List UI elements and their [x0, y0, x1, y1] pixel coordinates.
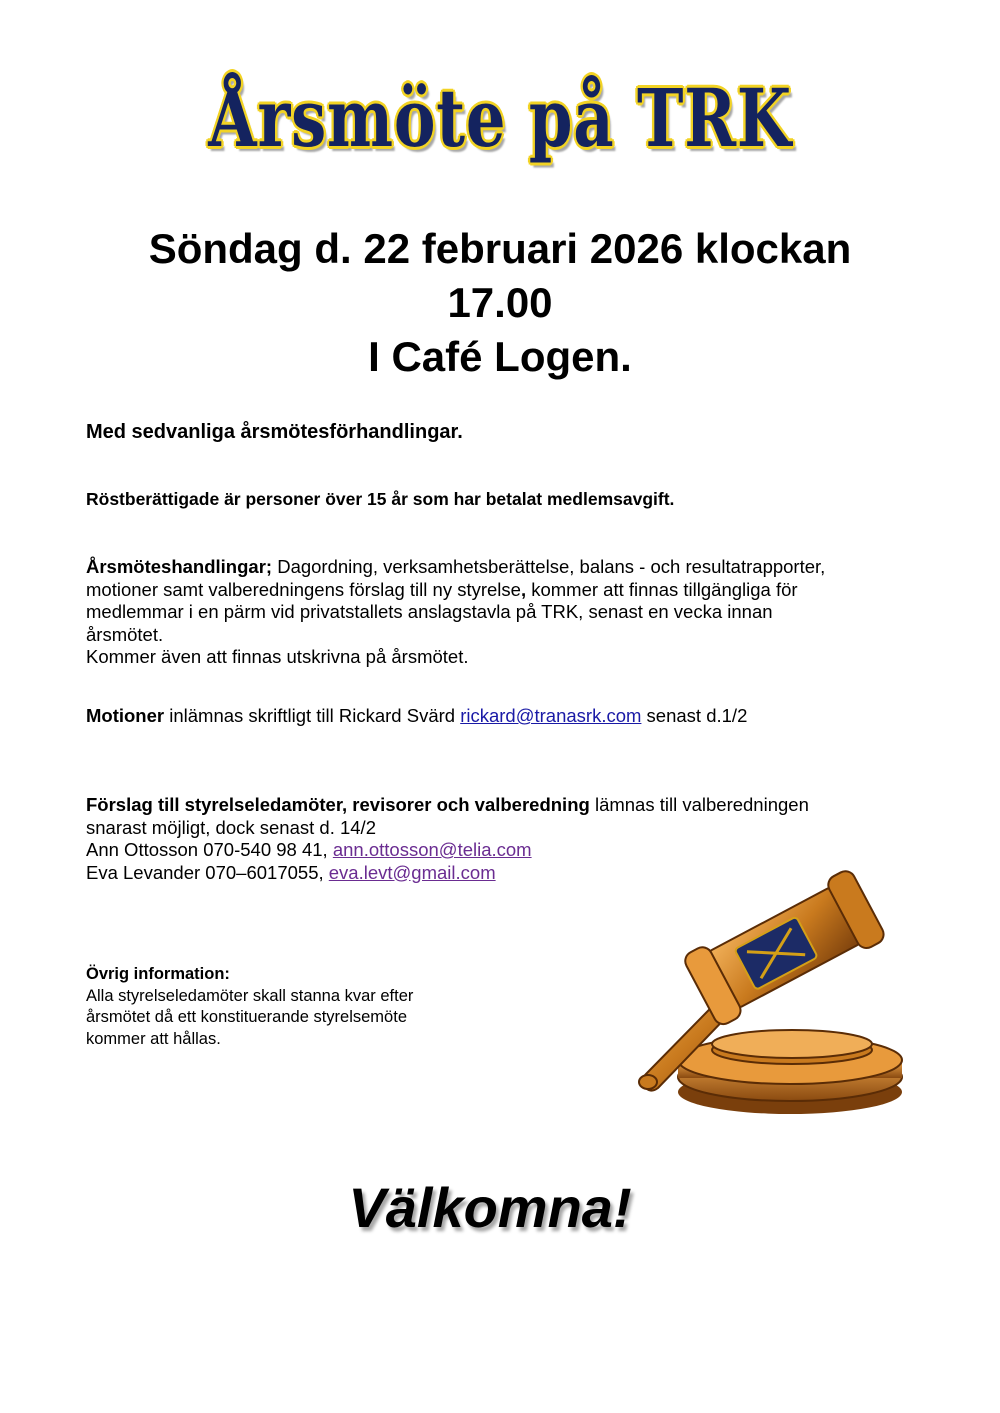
nominations-text-1: lämnas till valberedningen — [589, 794, 809, 815]
documents-text-2: motioner samt valberedningens förslag till ny styrelse — [86, 578, 521, 600]
heading-line-date: Söndag d. 22 februari 2026 klockan — [148, 225, 852, 272]
contact-ann: Ann Ottosson 070-540 98 41, — [86, 839, 333, 860]
other-info-line-2: årsmötet då ett konstituerande styrelsemöte — [86, 1008, 407, 1026]
documents-text-3: kommer att finnas tillgängliga för — [526, 578, 798, 600]
gavel-icon — [630, 870, 910, 1120]
event-heading — [60, 222, 940, 384]
other-info-line-1: Alla styrelseledamöter skall stanna kvar efter — [86, 986, 414, 1005]
documents-comma: , — [520, 578, 527, 600]
documents-text-4: medlemmar i en pärm vid privatstallets anslagstavla på TRK, senast en vecka innan — [86, 601, 773, 622]
documents-text-6: Kommer även att finnas utskrivna på årsmötet. — [86, 646, 469, 667]
heading-line-time: 17.00 — [447, 279, 553, 326]
documents-text-5: årsmötet. — [86, 623, 164, 645]
nominations-label: Förslag till styrelseledamöter, revisorer och valberedning — [86, 794, 590, 815]
contact-eva: Eva Levander 070–6017055, — [86, 861, 329, 883]
motions-deadline: senast d.1/2 — [641, 705, 748, 726]
contact-eva-email-link[interactable]: eva.levt@gmail.com — [328, 861, 496, 883]
title-wrap — [0, 71, 1000, 165]
other-info-line-3: kommer att hållas. — [86, 1029, 221, 1048]
other-info — [86, 964, 413, 1050]
heading-line-place: I Café Logen. — [368, 333, 632, 380]
motions-label: Motioner — [86, 705, 165, 726]
motions-text: inlämnas skriftligt till Rickard Svärd — [164, 705, 461, 726]
documents-text-1: Dagordning, verksamhetsberättelse, balans - och resultatrapporter, — [272, 556, 826, 577]
nominations-text-2: snarast möjligt, dock senast d. 14/2 — [86, 816, 376, 838]
other-info-label: Övrig information: — [86, 965, 230, 983]
documents-paragraph — [86, 556, 825, 669]
motions-email-link[interactable]: rickard@tranasrk.com — [460, 705, 642, 726]
page-title: Årsmöte på TRK — [208, 71, 792, 165]
documents-label: Årsmöteshandlingar; — [86, 556, 273, 577]
motions-paragraph — [86, 705, 747, 728]
welcome-text: Välkomna! — [348, 1176, 632, 1239]
agenda-note: Med sedvanliga årsmötesförhandlingar. — [86, 421, 463, 443]
contact-ann-email-link[interactable]: ann.ottosson@telia.com — [332, 839, 532, 860]
voting-note: Röstberättigade är personer över 15 år som har betalat medlemsavgift. — [86, 489, 675, 509]
